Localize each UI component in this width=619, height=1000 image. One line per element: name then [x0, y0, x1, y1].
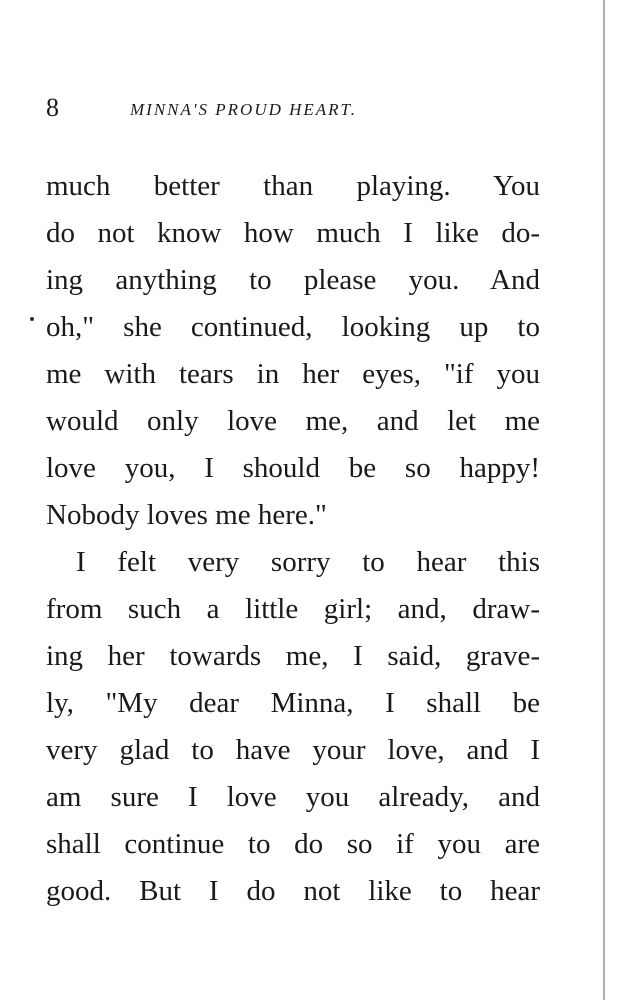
page-header — [46, 93, 546, 123]
text-line: I felt very sorry to hear this — [76, 546, 540, 578]
text-line: me with tears in her eyes, "if you — [46, 358, 540, 390]
page-number: 8 — [46, 93, 59, 122]
page-edge-line — [603, 0, 605, 1000]
text-line: do not know how much I like do- — [46, 217, 540, 249]
text-line: ing her towards me, I said, grave- — [46, 640, 540, 672]
text-line: ly, "My dear Minna, I shall be — [46, 687, 540, 719]
text-line: shall continue to do so if you are — [46, 828, 540, 860]
text-line: much better than playing. You — [46, 170, 540, 202]
text-line: Nobody loves me here." — [46, 499, 327, 531]
text-line: oh," she continued, looking up to — [46, 311, 540, 343]
text-line: am sure I love you already, and — [46, 781, 540, 813]
ink-speck — [30, 317, 34, 321]
text-line: from such a little girl; and, draw- — [46, 593, 540, 625]
text-line: good. But I do not like to hear — [46, 875, 540, 907]
text-line: ing anything to please you. And — [46, 264, 540, 296]
text-line: very glad to have your love, and I — [46, 734, 540, 766]
running-title: MINNA'S PROUD HEART. — [130, 100, 357, 119]
text-line: love you, I should be so happy! — [46, 452, 540, 484]
text-line: would only love me, and let me — [46, 405, 540, 437]
body-text — [46, 163, 540, 915]
